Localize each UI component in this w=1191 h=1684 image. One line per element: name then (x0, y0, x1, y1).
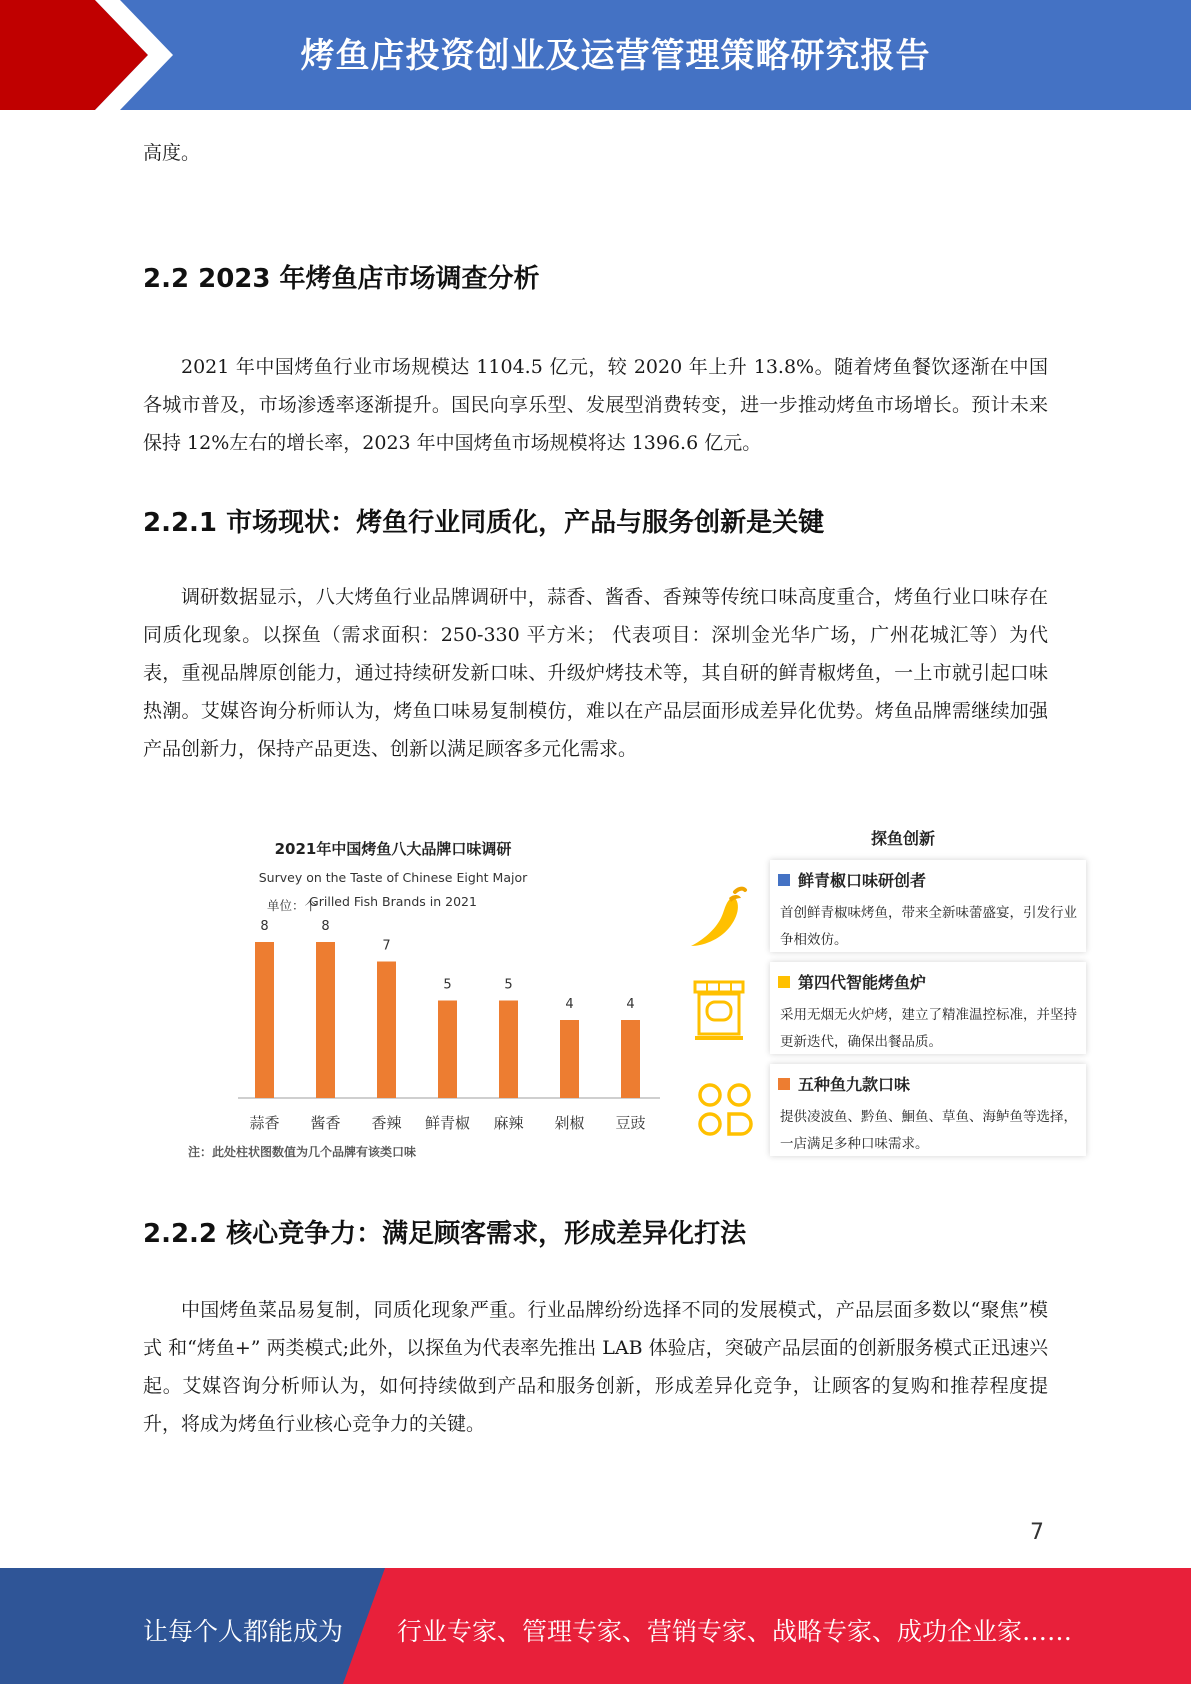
card-2-desc: 采用无烟无火炉烤，建立了精准温控标准，并坚持更新迭代，确保出餐品质。 (780, 1007, 1077, 1050)
card-1-title: 鲜青椒口味研创者 (798, 871, 927, 890)
card-2-title: 第四代智能烤鱼炉 (798, 973, 927, 992)
chart-unit-label: 单位：个 (267, 898, 318, 913)
taste-survey-figure (183, 820, 1095, 1170)
bar-5 (560, 1020, 579, 1098)
section-heading-2-2: 2.2 2023 年烤鱼店市场调查分析 (143, 264, 540, 294)
bar-chart (183, 820, 663, 1140)
bar-6 (621, 1020, 640, 1098)
grid-circles-icon (697, 1082, 753, 1138)
oven-icon (691, 978, 747, 1044)
chart-note: 注：此处柱状图数值为几个品牌有该类口味 (188, 1145, 417, 1159)
bar-3 (438, 1001, 457, 1099)
card-3-desc: 提供凌波鱼、黔鱼、鮰鱼、草鱼、海鲈鱼等选择，一店满足多种口味需求。 (780, 1109, 1077, 1152)
bar-value-label-2: 7 (382, 938, 391, 954)
category-label-3: 鲜青椒 (424, 1114, 471, 1132)
section-2-2-2-paragraph: 中国烤鱼菜品易复制，同质化现象严重。行业品牌纷纷选择不同的发展模式，产品层面多数以“聚焦”模式 和“烤鱼+” 两类模式;此外，以探鱼为代表率先推出 LAB 体验店，突破产品层面的创新服务模式正迅速兴起。艾媒咨询分析师认为，如何持续做到产品和服务创新，形成差异化竞争，让顾客的复购和推荐程度提升，将成为烤鱼行业核心竞争力的关键。 (143, 1299, 1048, 1435)
bullet-square (778, 1078, 790, 1090)
page-header (0, 0, 1191, 110)
category-label-0: 蒜香 (249, 1114, 280, 1132)
chili-pepper-icon (683, 882, 753, 952)
chart-subtitle: Survey on the Taste of Chinese Eight Major Grilled Fish Brands in 2021 (258, 870, 528, 909)
bar-value-label-3: 5 (443, 977, 452, 993)
bar-0 (255, 942, 274, 1098)
category-label-1: 酱香 (310, 1114, 341, 1132)
bar-value-label-5: 4 (565, 997, 574, 1012)
card-3-title: 五种鱼九款口味 (798, 1075, 911, 1094)
section-2-2-paragraph: 2021 年中国烤鱼行业市场规模达 1104.5 亿元，较 2020 年上升 13.8%。随着烤鱼餐饮逐渐在中国各城市普及，市场渗透率逐渐提升。国民向享乐型、发展型消费转变，进一步推动烤鱼市场增长。预计未来保持 12%左右的增长率，2023 年中国烤鱼市场规模将达 1396.6 亿元。 (143, 356, 1048, 454)
bar-value-label-6: 4 (626, 997, 635, 1012)
bar-1 (316, 942, 335, 1098)
bar-4 (499, 1001, 518, 1099)
bar-value-label-0: 8 (260, 919, 269, 934)
bar-2 (377, 962, 396, 1099)
header-title: 烤鱼店投资创业及运营管理策略研究报告 (300, 36, 931, 76)
section-heading-2-2-2: 2.2.2 核心竞争力：满足顾客需求，形成差异化打法 (143, 1219, 747, 1249)
footer-slogan-left: 让每个人都能成为 (143, 1617, 344, 1646)
bullet-square (778, 874, 790, 886)
bar-value-label-1: 8 (321, 919, 330, 934)
innovation-card-3 (770, 1064, 1086, 1156)
chart-title: 2021年中国烤鱼八大品牌口味调研 (274, 840, 512, 858)
innovation-title: 探鱼创新 (870, 829, 935, 848)
innovation-card-2 (770, 962, 1086, 1054)
category-label-6: 豆豉 (615, 1114, 646, 1132)
innovation-card-1 (770, 860, 1086, 952)
page-footer (0, 1568, 1191, 1684)
category-label-4: 麻辣 (493, 1114, 524, 1132)
category-label-5: 剁椒 (554, 1114, 585, 1132)
bar-value-label-4: 5 (504, 977, 513, 993)
category-label-2: 香辣 (371, 1114, 402, 1132)
section-heading-2-2-1: 2.2.1 市场现状：烤鱼行业同质化，产品与服务创新是关键 (143, 508, 825, 538)
bullet-square (778, 976, 790, 988)
section-2-2-1-paragraph: 调研数据显示，八大烤鱼行业品牌调研中，蒜香、酱香、香辣等传统口味高度重合，烤鱼行业口味存在同质化现象。以探鱼（需求面积：250-330 平方米； 代表项目：深圳金光华广场，广州花城汇等）为代表，重视品牌原创能力，通过持续研发新口味、升级炉烤技术等，其自研的鲜青椒烤鱼，一上市就引起口味热潮。艾媒咨询分析师认为，烤鱼口味易复制模仿，难以在产品层面形成差异化优势。烤鱼品牌需继续加强产品创新力，保持产品更迭、创新以满足顾客多元化需求。 (143, 586, 1048, 760)
footer-slogan-right: 行业专家、管理专家、营销专家、战略专家、成功企业家…… (397, 1617, 1073, 1646)
paragraph-fragment: 高度。 (143, 142, 201, 164)
page-number: 7 (1030, 1520, 1044, 1545)
card-1-desc: 首创鲜青椒味烤鱼，带来全新味蕾盛宴，引发行业争相效仿。 (780, 905, 1077, 948)
